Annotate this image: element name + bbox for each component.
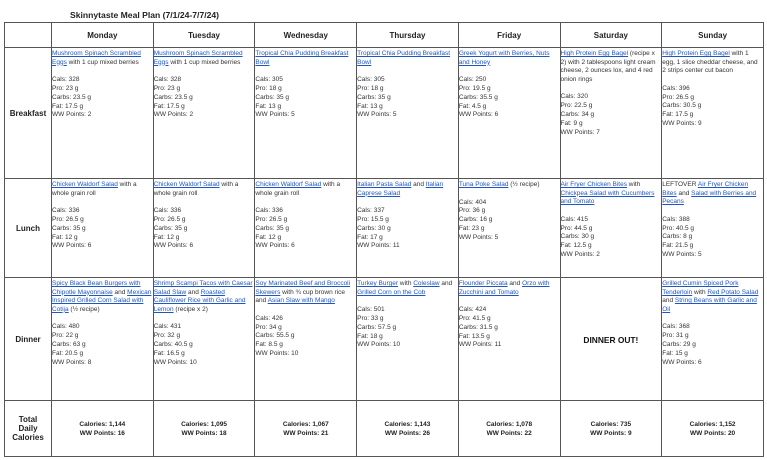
meal-text: with <box>398 280 414 287</box>
calories-value: Cals: 305 <box>357 76 385 84</box>
carbs-value: Carbs: 35 g <box>255 224 290 232</box>
day-header-tuesday: Tuesday <box>153 23 255 48</box>
carbs-value: Carbs: 40.5 g <box>153 340 193 348</box>
protein-value: Pro: 22.5 g <box>560 102 593 110</box>
total-ww-points: WW Points: 9 <box>590 429 632 437</box>
lunch-cell-friday <box>458 179 560 278</box>
meal-description <box>357 280 458 297</box>
recipe-link[interactable]: Grilled Corn on the Cob <box>357 288 426 296</box>
meal-description <box>52 280 153 314</box>
protein-value: Pro: 26.5 g <box>662 93 695 101</box>
nutrition-info <box>561 216 662 260</box>
calories-value: Cals: 426 <box>255 314 283 322</box>
meal-description <box>662 181 763 207</box>
recipe-link[interactable]: Red Potato Salad <box>707 288 759 296</box>
meal-plan-table <box>4 22 764 457</box>
ww-points-value: WW Points: 5 <box>255 111 295 119</box>
recipe-link[interactable]: Asian Slaw with Mango <box>267 297 335 305</box>
recipe-link[interactable]: Tropical Chia Pudding Breakfast Bowl <box>357 50 451 66</box>
carbs-value: Carbs: 35.5 g <box>458 93 498 101</box>
protein-value: Pro: 19.5 g <box>458 84 491 92</box>
meal-text: (½ recipe) <box>68 305 100 313</box>
protein-value: Pro: 18 g <box>357 84 384 92</box>
calories-value: Cals: 404 <box>458 198 487 206</box>
ww-points-value: WW Points: 5 <box>662 250 702 258</box>
recipe-link[interactable]: Spicy Black Bean Burgers with Chipotle Mayonnaise <box>52 280 141 296</box>
meal-description <box>154 181 255 198</box>
recipe-link[interactable]: Soy Marinated Beef and Broccoli Skewers <box>255 280 351 296</box>
lunch-cell-thursday <box>357 179 459 278</box>
meal-description <box>662 50 763 76</box>
meal-description <box>255 280 356 306</box>
fat-value: Fat: 12 g <box>255 233 282 241</box>
lunch-cell-tuesday <box>153 179 255 278</box>
meal-text: and <box>186 288 201 296</box>
carbs-value: Carbs: 29 g <box>662 340 696 348</box>
nutrition-info <box>154 76 255 120</box>
ww-points-value: WW Points: 7 <box>560 128 600 136</box>
recipe-link[interactable]: Flounder Piccata <box>458 280 508 287</box>
protein-value: Pro: 32 g <box>153 332 181 340</box>
ww-points-value: WW Points: 6 <box>153 242 194 250</box>
calories-value: Cals: 328 <box>153 76 182 84</box>
meal-text: (recipe x 2) <box>173 305 208 313</box>
ww-points-value: WW Points: 6 <box>662 358 702 366</box>
row-label-total-line: Calories <box>12 433 44 442</box>
total-cell-sunday <box>662 401 764 457</box>
recipe-link[interactable]: Chicken Waldorf Salad <box>255 181 322 188</box>
nutrition-info <box>255 315 356 359</box>
nutrition-info <box>662 85 763 129</box>
carbs-value: Carbs: 34 g <box>560 110 595 118</box>
nutrition-info <box>459 306 560 350</box>
nutrition-info <box>52 76 153 120</box>
fat-value: Fat: 12.5 g <box>560 242 592 250</box>
nutrition-info <box>662 323 763 367</box>
day-header-wednesday: Wednesday <box>255 23 357 48</box>
meal-text: with <box>692 288 708 296</box>
calories-value: Cals: 337 <box>357 207 385 215</box>
ww-points-value: WW Points: 2 <box>52 111 92 119</box>
breakfast-cell-wednesday <box>255 48 357 179</box>
plan-title: Skinnytaste Meal Plan (7/1/24-7/7/24) <box>70 10 220 20</box>
protein-value: Pro: 41.5 g <box>458 314 491 322</box>
carbs-value: Carbs: 8 g <box>662 233 693 241</box>
recipe-link[interactable]: Chickpea Salad with Cucumbers and Tomato <box>560 189 655 206</box>
recipe-link[interactable]: Orzo with Zucchini and Tomato <box>458 280 550 296</box>
ww-points-value: WW Points: 2 <box>153 111 194 119</box>
recipe-link[interactable]: Chicken Waldorf Salad <box>153 181 220 188</box>
recipe-link[interactable]: Grilled Cumin Spiced Pork Tenderloin <box>662 280 739 296</box>
lunch-cell-monday <box>52 179 154 278</box>
meal-description <box>255 181 356 198</box>
carbs-value: Carbs: 35 g <box>357 93 391 101</box>
fat-value: Fat: 23 g <box>458 224 485 232</box>
protein-value: Pro: 40.5 g <box>662 224 695 232</box>
meal-description <box>459 50 560 67</box>
meal-description <box>52 181 153 198</box>
nutrition-info <box>357 306 458 350</box>
day-header-monday: Monday <box>52 23 154 48</box>
lunch-row <box>5 179 764 278</box>
row-label-lunch: Lunch <box>5 179 52 278</box>
recipe-link[interactable]: Tuna Poke Salad <box>458 181 509 188</box>
protein-value: Pro: 33 g <box>357 314 384 322</box>
recipe-link[interactable]: Shrimp Scampi Tacos with Caesar Salad Slaw <box>153 280 253 296</box>
meal-text: with a whole grain roll <box>52 181 137 197</box>
fat-value: Fat: 13.5 g <box>458 332 490 340</box>
breakfast-cell-tuesday <box>153 48 255 179</box>
carbs-value: Carbs: 35 g <box>52 224 86 232</box>
calories-value: Cals: 336 <box>52 207 80 215</box>
total-ww-points: WW Points: 21 <box>283 429 329 437</box>
total-cell-saturday <box>560 401 662 457</box>
nutrition-info <box>255 76 356 120</box>
nutrition-info <box>459 76 560 120</box>
carbs-value: Carbs: 35 g <box>255 93 290 101</box>
fat-value: Fat: 21.5 g <box>662 242 694 250</box>
dinner-cell-friday <box>458 278 560 401</box>
recipe-link[interactable]: Mushroom Spinach Scrambled Eggs <box>153 50 243 66</box>
lunch-cell-saturday <box>560 179 662 278</box>
header-row <box>5 23 764 48</box>
calories-value: Cals: 336 <box>153 207 182 215</box>
meal-description <box>357 50 458 67</box>
row-label-breakfast: Breakfast <box>5 48 52 179</box>
day-header-saturday: Saturday <box>560 23 662 48</box>
nutrition-info <box>52 323 153 367</box>
lunch-cell-wednesday <box>255 179 357 278</box>
calories-value: Cals: 424 <box>458 306 487 314</box>
protein-value: Pro: 18 g <box>255 84 282 92</box>
protein-value: Pro: 34 g <box>255 323 282 331</box>
total-calories: Calories: 1,143 <box>384 420 431 428</box>
recipe-link[interactable]: Mexican Inspired Grilled Corn Salad with Cotija <box>52 288 152 313</box>
fat-value: Fat: 15 g <box>662 349 688 357</box>
breakfast-cell-sunday <box>662 48 764 179</box>
recipe-link[interactable]: High Protein Egg Bagel <box>560 50 629 57</box>
protein-value: Pro: 22 g <box>52 332 79 340</box>
breakfast-cell-monday <box>52 48 154 179</box>
protein-value: Pro: 26.5 g <box>52 215 84 223</box>
meal-text: and <box>676 189 692 197</box>
meal-text: and <box>439 280 453 287</box>
protein-value: Pro: 26.5 g <box>153 215 186 223</box>
recipe-link[interactable]: Tropical Chia Pudding Breakfast Bowl <box>255 50 349 66</box>
totals-row <box>5 401 764 457</box>
protein-value: Pro: 26.5 g <box>255 215 288 223</box>
total-cell-thursday <box>357 401 459 457</box>
fat-value: Fat: 4.5 g <box>458 102 487 110</box>
meal-text: with a whole grain roll <box>255 181 341 197</box>
row-label-total-line: Total <box>18 415 38 424</box>
carbs-value: Carbs: 30.5 g <box>662 102 702 110</box>
recipe-link[interactable]: Air Fryer Chicken Bites <box>662 181 749 197</box>
total-ww-points: WW Points: 20 <box>690 429 736 437</box>
nutrition-info <box>154 207 255 251</box>
fat-value: Fat: 16.5 g <box>153 349 185 357</box>
nutrition-info <box>154 323 255 367</box>
nutrition-info <box>561 93 662 137</box>
meal-description <box>154 50 255 67</box>
ww-points-value: WW Points: 10 <box>357 341 401 349</box>
lunch-cell-sunday <box>662 179 764 278</box>
fat-value: Fat: 12 g <box>52 233 78 241</box>
calories-value: Cals: 336 <box>255 207 283 215</box>
total-calories: Calories: 735 <box>590 420 632 428</box>
ww-points-value: WW Points: 5 <box>458 233 499 241</box>
dinner-cell-wednesday <box>255 278 357 401</box>
calories-value: Cals: 501 <box>357 306 385 314</box>
carbs-value: Carbs: 35 g <box>153 224 188 232</box>
meal-text: and <box>662 297 675 305</box>
fat-value: Fat: 17.5 g <box>153 102 185 110</box>
fat-value: Fat: 18 g <box>357 332 383 340</box>
carbs-value: Carbs: 55.5 g <box>255 332 295 340</box>
total-cell-wednesday <box>255 401 357 457</box>
recipe-link[interactable]: Chicken Waldorf Salad <box>52 181 118 188</box>
breakfast-row <box>5 48 764 179</box>
meal-description <box>561 181 662 207</box>
fat-value: Fat: 13 g <box>357 102 383 110</box>
calories-value: Cals: 328 <box>52 76 80 84</box>
dinner-cell-saturday <box>560 278 662 401</box>
fat-value: Fat: 13 g <box>255 102 282 110</box>
meal-text: and <box>112 288 128 296</box>
ww-points-value: WW Points: 6 <box>52 242 92 250</box>
fat-value: Fat: 17.5 g <box>662 111 694 119</box>
meal-description <box>154 280 255 314</box>
protein-value: Pro: 15.5 g <box>357 215 389 223</box>
meal-description <box>459 280 560 297</box>
protein-value: Pro: 36 g <box>458 207 486 215</box>
fat-value: Fat: 20.5 g <box>52 349 84 357</box>
carbs-value: Carbs: 30 g <box>560 233 595 241</box>
breakfast-cell-thursday <box>357 48 459 179</box>
meal-description <box>255 50 356 67</box>
row-label-total <box>5 401 52 457</box>
fat-value: Fat: 12 g <box>153 233 180 241</box>
calories-value: Cals: 415 <box>560 215 588 223</box>
ww-points-value: WW Points: 2 <box>560 250 600 258</box>
carbs-value: Carbs: 23.5 g <box>153 93 193 101</box>
fat-value: Fat: 17 g <box>357 233 383 241</box>
row-label-total-line: Daily <box>18 424 38 433</box>
meal-text: and <box>507 280 523 287</box>
recipe-link[interactable]: Greek Yogurt with Berries, Nuts and Honey <box>458 50 550 66</box>
meal-text: with 1 cup mixed berries <box>168 58 241 66</box>
meal-text: with a whole grain roll <box>153 181 239 197</box>
meal-text: and <box>411 181 426 188</box>
meal-text: with 1 egg, 1 slice cheddar cheese, and 2 strips center cut bacon <box>662 50 758 75</box>
calories-value: Cals: 388 <box>662 215 690 223</box>
nutrition-info <box>459 199 560 243</box>
calories-value: Cals: 480 <box>52 323 80 331</box>
recipe-link[interactable]: Turkey Burger <box>357 280 399 287</box>
recipe-link[interactable]: Roasted Cauliflower Rice with Garlic and Lemon <box>153 288 246 313</box>
protein-value: Pro: 23 g <box>153 84 181 92</box>
protein-value: Pro: 44.5 g <box>560 224 593 232</box>
recipe-link[interactable]: Salad with Berries and Pecans <box>662 189 757 206</box>
dinner-cell-monday <box>52 278 154 401</box>
breakfast-cell-saturday <box>560 48 662 179</box>
recipe-link[interactable]: Italian Caprese Salad <box>357 181 444 197</box>
total-cell-friday <box>458 401 560 457</box>
recipe-link[interactable]: Mushroom Spinach Scrambled Eggs <box>52 50 141 66</box>
recipe-link[interactable]: Italian Pasta Salad <box>357 181 412 188</box>
calories-value: Cals: 250 <box>458 76 487 84</box>
carbs-value: Carbs: 63 g <box>52 340 86 348</box>
total-calories: Calories: 1,067 <box>282 420 329 428</box>
recipe-link[interactable]: High Protein Egg Bagel <box>662 50 730 57</box>
dinner-row <box>5 278 764 401</box>
total-calories: Calories: 1,144 <box>79 420 126 428</box>
calories-value: Cals: 305 <box>255 76 283 84</box>
row-label-dinner: Dinner <box>5 278 52 401</box>
meal-text: with <box>626 181 641 188</box>
fat-value: Fat: 9 g <box>560 119 583 127</box>
day-header-thursday: Thursday <box>357 23 459 48</box>
ww-points-value: WW Points: 8 <box>52 358 92 366</box>
ww-points-value: WW Points: 9 <box>662 119 702 127</box>
protein-value: Pro: 23 g <box>52 84 79 92</box>
meal-description <box>662 280 763 314</box>
carbs-value: Carbs: 30 g <box>357 224 391 232</box>
total-ww-points: WW Points: 22 <box>486 429 532 437</box>
fat-value: Fat: 8.5 g <box>255 341 283 349</box>
recipe-link[interactable]: Coleslaw <box>413 280 440 287</box>
dinner-cell-sunday <box>662 278 764 401</box>
ww-points-value: WW Points: 6 <box>458 111 499 119</box>
carbs-value: Carbs: 23.5 g <box>52 93 92 101</box>
total-ww-points: WW Points: 26 <box>384 429 431 437</box>
ww-points-value: WW Points: 10 <box>255 349 299 357</box>
carbs-value: Carbs: 16 g <box>458 216 493 224</box>
total-calories: Calories: 1,095 <box>181 420 227 428</box>
nutrition-info <box>357 207 458 251</box>
meal-text: with 1 cup mixed berries <box>66 58 139 66</box>
nutrition-info <box>662 216 763 260</box>
carbs-value: Carbs: 31.5 g <box>458 323 498 331</box>
dinner-out-label: DINNER OUT! <box>583 335 639 345</box>
day-header-sunday: Sunday <box>662 23 764 48</box>
protein-value: Pro: 31 g <box>662 332 689 340</box>
ww-points-value: WW Points: 5 <box>357 111 397 119</box>
carbs-value: Carbs: 57.5 g <box>357 323 397 331</box>
dinner-cell-tuesday <box>153 278 255 401</box>
meal-description <box>357 181 458 198</box>
nutrition-info <box>357 76 458 120</box>
corner-cell <box>5 23 52 48</box>
total-calories: Calories: 1,152 <box>689 420 736 428</box>
calories-value: Cals: 368 <box>662 323 690 331</box>
breakfast-cell-friday <box>458 48 560 179</box>
dinner-cell-thursday <box>357 278 459 401</box>
ww-points-value: WW Points: 6 <box>255 242 295 250</box>
fat-value: Fat: 17.5 g <box>52 102 84 110</box>
meal-description <box>52 50 153 67</box>
meal-text: LEFTOVER <box>662 181 698 188</box>
nutrition-info <box>52 207 153 251</box>
nutrition-info <box>255 207 356 251</box>
recipe-link[interactable]: Air Fryer Chicken Bites <box>560 181 627 188</box>
total-calories: Calories: 1,078 <box>486 420 533 428</box>
ww-points-value: WW Points: 11 <box>357 242 400 250</box>
calories-value: Cals: 431 <box>153 323 182 331</box>
meal-text: with ¾ cup brown rice and <box>255 288 346 305</box>
day-header-friday: Friday <box>458 23 560 48</box>
meal-text: (recipe x 2) with 2 tablespoons light cream cheese, 2 ounces lox, and 4 red onion rings <box>560 50 656 83</box>
total-cell-tuesday <box>153 401 255 457</box>
ww-points-value: WW Points: 10 <box>153 358 197 366</box>
total-cell-monday <box>52 401 154 457</box>
recipe-link[interactable]: String Beans with Garlic and Oil <box>662 297 757 313</box>
meal-text: (½ recipe) <box>508 181 540 188</box>
total-ww-points: WW Points: 18 <box>181 429 227 437</box>
meal-description <box>561 50 662 84</box>
meal-description <box>459 181 560 190</box>
ww-points-value: WW Points: 11 <box>458 341 502 349</box>
calories-value: Cals: 320 <box>560 93 588 101</box>
calories-value: Cals: 396 <box>662 84 690 92</box>
total-ww-points: WW Points: 16 <box>79 429 125 437</box>
